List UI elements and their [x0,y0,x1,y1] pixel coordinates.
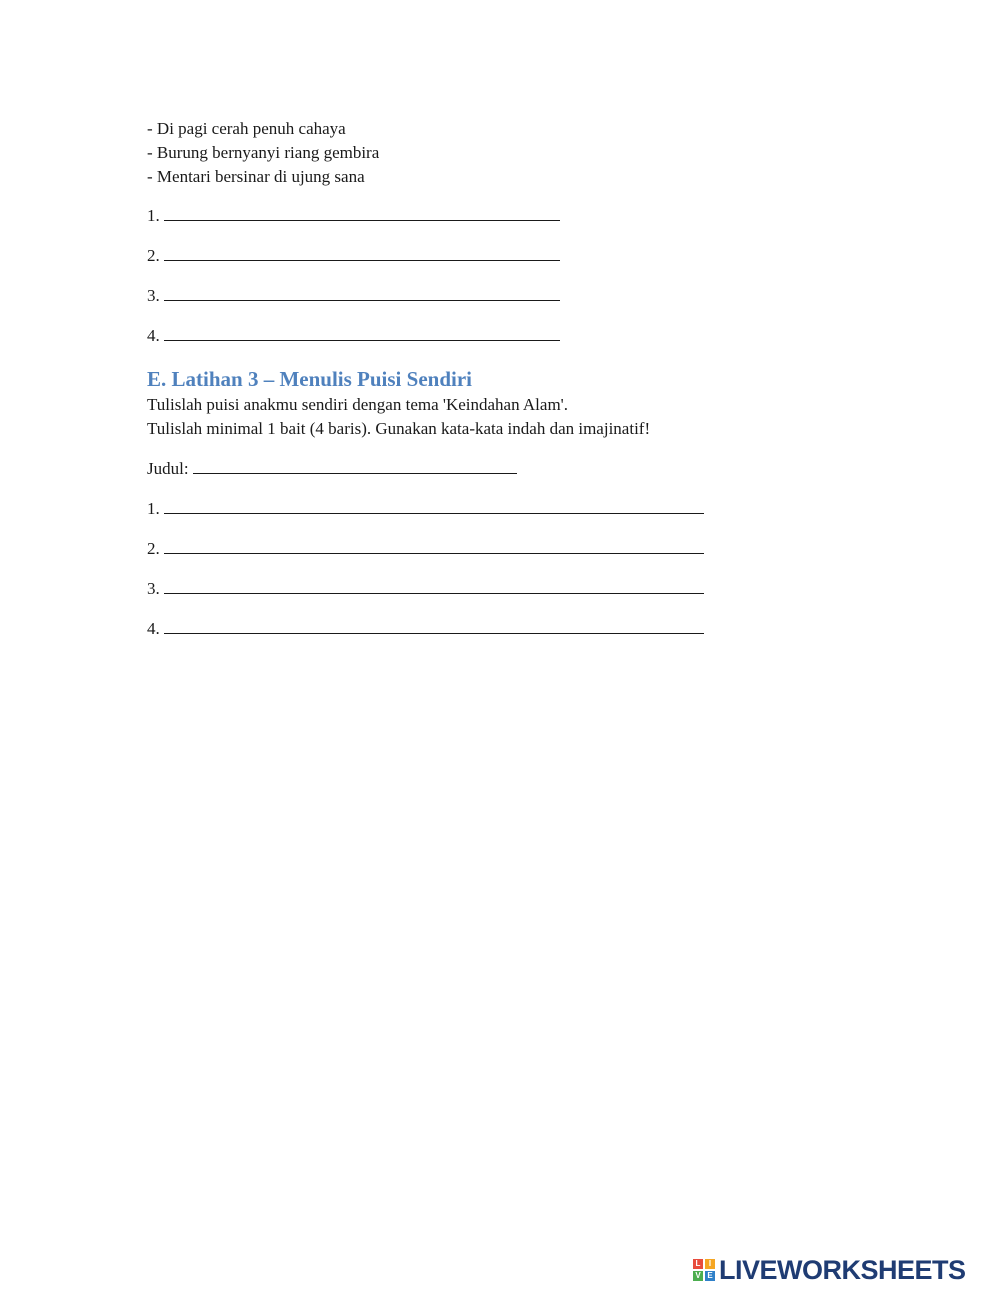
row-number: 2. [147,539,160,558]
exercise-answer-row-1 [147,206,560,226]
liveworksheets-logo [693,1254,966,1286]
live-mark-icon [693,1259,715,1281]
answer-blank-4[interactable] [164,326,560,341]
poem-title-blank[interactable] [193,459,517,474]
poem-title-row [147,459,517,479]
answer-blank-1[interactable] [164,206,560,221]
poem-title-label: Judul: [147,459,189,478]
mark-letter: E [705,1271,715,1281]
exercise-answer-row-4 [147,326,560,346]
verse-line-1: - Di pagi cerah penuh cahaya [147,119,346,138]
row-number: 2. [147,246,160,265]
row-number: 4. [147,619,160,638]
verse-line-2: - Burung bernyanyi riang gembira [147,143,380,162]
row-number: 1. [147,499,160,518]
poem-line-blank-1[interactable] [164,499,704,514]
poem-line-row-2 [147,539,704,559]
exercise-answer-row-3 [147,286,560,306]
row-number: 3. [147,286,160,305]
answer-blank-2[interactable] [164,246,560,261]
row-number: 1. [147,206,160,225]
mark-letter: I [705,1259,715,1269]
poem-line-blank-4[interactable] [164,619,704,634]
section-e-instruction-2: Tulislah minimal 1 bait (4 baris). Gunakan kata-kata indah dan imajinatif! [147,419,651,438]
poem-line-row-3 [147,579,704,599]
brand-name: LIVEWORKSHEETS [719,1254,966,1285]
mark-letter: L [693,1259,703,1269]
poem-line-row-1 [147,499,704,519]
poem-line-blank-2[interactable] [164,539,704,554]
verse-line-3: - Mentari bersinar di ujung sana [147,167,365,186]
exercise-answer-row-2 [147,246,560,266]
section-e-heading: E. Latihan 3 – Menulis Puisi Sendiri [147,367,472,391]
poem-line-blank-3[interactable] [164,579,704,594]
mark-letter: V [693,1271,703,1281]
poem-line-row-4 [147,619,704,639]
row-number: 4. [147,326,160,345]
section-e-instruction-1: Tulislah puisi anakmu sendiri dengan tema 'Keindahan Alam'. [147,395,568,414]
answer-blank-3[interactable] [164,286,560,301]
row-number: 3. [147,579,160,598]
